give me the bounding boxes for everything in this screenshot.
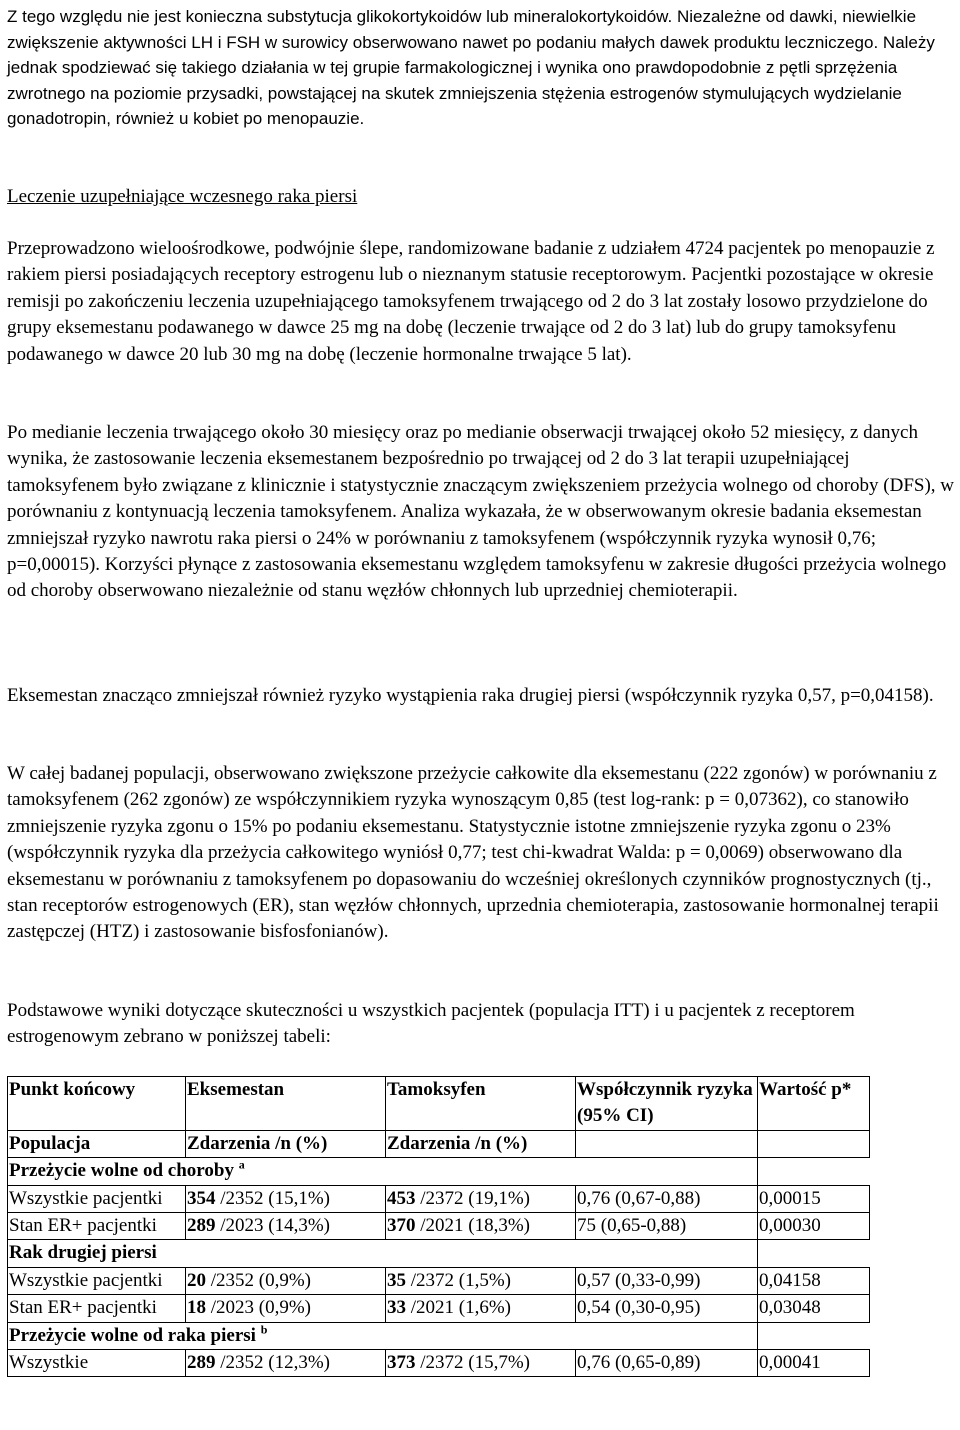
cell-p: 0,04158 — [758, 1267, 870, 1294]
cell-hr: 0,76 (0,67-0,88) — [576, 1185, 758, 1212]
table-section-row — [8, 1322, 870, 1349]
table-row — [8, 1185, 870, 1212]
empty-cell — [758, 1130, 870, 1157]
header-tamoxifen: Tamoksyfen — [386, 1077, 576, 1131]
cell-population: Wszystkie pacjentki — [8, 1267, 186, 1294]
results-table — [7, 1076, 870, 1377]
cell-p: 0,03048 — [758, 1295, 870, 1322]
section-dfs: Przeżycie wolne od choroby $^a$ — [8, 1158, 758, 1185]
cell-tam-events: 453 /2372 (19,1%) — [386, 1185, 576, 1212]
study-design-paragraph: Przeprowadzono wieloośrodkowe, podwójnie ślepe, randomizowane badanie z udziałem 4724 pacjentek po menopauzie z rakiem piersi posiadających receptory estrogenu lub o nieznanym statusie receptorowym. Pacjentki pozostające w okresie remisji po zakończeniu leczenia uzupełniającego tamoksyfenem trwającego od 2 do 3 lat zostały losowo przydzielone do grupy eksemestanu podawanego w dawce 25 mg na dobę (leczenie trwające od 2 do 3 lat) lub do grupy tamoksyfenu podawanego w dawce 20 lub 30 mg na dobę (leczenie hormonalne trwające 5 lat). — [7, 238, 935, 365]
cell-tam-events: 373 /2372 (15,7%) — [386, 1350, 576, 1377]
cell-tam-events: 35 /2372 (1,5%) — [386, 1267, 576, 1294]
cell-hr: 75 (0,65-0,88) — [576, 1213, 758, 1240]
cell-p: 0,00030 — [758, 1213, 870, 1240]
overall-survival-paragraph: W całej badanej populacji, obserwowano zwiększone przeżycie całkowite dla eksemestanu (222 zgonów) w porównaniu z tamoksyfenem (262 zgonów) ze współczynnikiem ryzyka wynoszącym 0,85 (test log-rank: p = 0,07362), co stanowiło zmniejszenie ryzyka zgonu o 15% po podaniu eksemestanu. Statystycznie istotne zmniejszenie ryzyka zgonu o 23% (współczynnik ryzyka dla przeżycia całkowitego wyniósł 0,77; test chi-kwadrat Walda: p = 0,0069) obserwowano dla eksemestanu w porównaniu z tamoksyfenem po dopasowaniu do wcześniej określonych czynników prognostycznych (tj., stan receptorów estrogenowych (ER), stan węzłów chłonnych, uprzednia chemioterapia, zastosowanie hormonalnej terapii zastępczej (HTZ) i zastosowanie bisfosfonianów). — [7, 763, 939, 943]
table-subheader-row — [8, 1130, 870, 1157]
cell-exe-events: 20 /2352 (0,9%) — [186, 1267, 386, 1294]
contralateral-paragraph: Eksemestan znacząco zmniejszał również ryzyko wystąpienia raka drugiej piersi (współczynnik ryzyka 0,57, p=0,04158). — [7, 685, 934, 706]
cell-hr: 0,54 (0,30-0,95) — [576, 1295, 758, 1322]
header-events-exe: Zdarzenia /n (%) — [186, 1130, 386, 1157]
header-exemestane: Eksemestan — [186, 1077, 386, 1131]
cell-population: Stan ER+ pacjentki — [8, 1213, 186, 1240]
header-events-tam: Zdarzenia /n (%) — [386, 1130, 576, 1157]
header-population: Populacja — [8, 1130, 186, 1157]
cell-exe-events: 18 /2023 (0,9%) — [186, 1295, 386, 1322]
header-endpoint: Punkt końcowy — [8, 1077, 186, 1131]
cell-exe-events: 289 /2023 (14,3%) — [186, 1213, 386, 1240]
table-row — [8, 1267, 870, 1294]
cell-hr: 0,57 (0,33-0,99) — [576, 1267, 758, 1294]
header-p-value: Wartość p* — [758, 1077, 870, 1131]
empty-cell — [576, 1130, 758, 1157]
table-section-row — [8, 1240, 870, 1267]
cell-population: Stan ER+ pacjentki — [8, 1295, 186, 1322]
table-row — [8, 1350, 870, 1377]
section-contralateral: Rak drugiej piersi — [8, 1240, 758, 1267]
cell-population: Wszystkie — [8, 1350, 186, 1377]
table-header-row — [8, 1077, 870, 1131]
header-hazard-ratio: Współczynnik ryzyka (95% CI) — [576, 1077, 758, 1131]
table-section-row — [8, 1158, 870, 1185]
table-intro-paragraph: Podstawowe wyniki dotyczące skuteczności u wszystkich pacjentek (populacja ITT) i u pacjentek z receptorem estrogenowym zebrano w poniższej tabeli: — [7, 1000, 855, 1048]
table-row — [8, 1295, 870, 1322]
cell-hr: 0,76 (0,65-0,89) — [576, 1350, 758, 1377]
cell-p: 0,00041 — [758, 1350, 870, 1377]
cell-exe-events: 289 /2352 (12,3%) — [186, 1350, 386, 1377]
cell-exe-events: 354 /2352 (15,1%) — [186, 1185, 386, 1212]
section-heading: Leczenie uzupełniające wczesnego raka piersi — [7, 186, 358, 207]
section-bcfs: Przeżycie wolne od raka piersi $^b$ — [8, 1322, 758, 1349]
cell-tam-events: 33 /2021 (1,6%) — [386, 1295, 576, 1322]
table-row — [8, 1213, 870, 1240]
cell-p: 0,00015 — [758, 1185, 870, 1212]
cell-tam-events: 370 /2021 (18,3%) — [386, 1213, 576, 1240]
cell-population: Wszystkie pacjentki — [8, 1185, 186, 1212]
results-paragraph: Po medianie leczenia trwającego około 30 miesięcy oraz po medianie obserwacji trwającej około 52 miesięcy, z danych wynika, że zastosowanie leczenia eksemestanem bezpośrednio po trwającej od 2 do 3 lat terapii uzupełniającej tamoksyfenem było związane z klinicznie i statystycznie znaczącym zwiększeniem przeżycia wolnego od choroby (DFS), w porównaniu z kontynuacją leczenia tamoksyfenem. Analiza wykazała, że w obserwowanym okresie badania eksemestan zmniejszał ryzyko nawrotu raka piersi o 24% w porównaniu z tamoksyfenem (współczynnik ryzyka wynosił 0,76; p=0,00015). Korzyści płynące z zastosowania eksemestanu względem tamoksyfenu w zakresie długości przeżycia wolnego od choroby obserwowano niezależnie od stanu węzłów chłonnych lub uprzedniej chemioterapii. — [7, 422, 955, 602]
intro-paragraph: Z tego względu nie jest konieczna substytucja glikokortykoidów lub mineralokortykoidów. Niezależne od dawki, niewielkie zwiększenie aktywności LH i FSH w surowicy obserwowano nawet po podaniu małych dawek produktu leczniczego. Należy jednak spodziewać się takiego działania w tej grupie farmakologicznej i wynika ono prawdopodobnie z pętli sprzężenia zwrotnego na poziomie przysadki, powstającej na skutek zmniejszenia stężenia estrogenów stymulujących wydzielanie gonadotropin, również u kobiet po menopauzie. — [7, 7, 935, 129]
